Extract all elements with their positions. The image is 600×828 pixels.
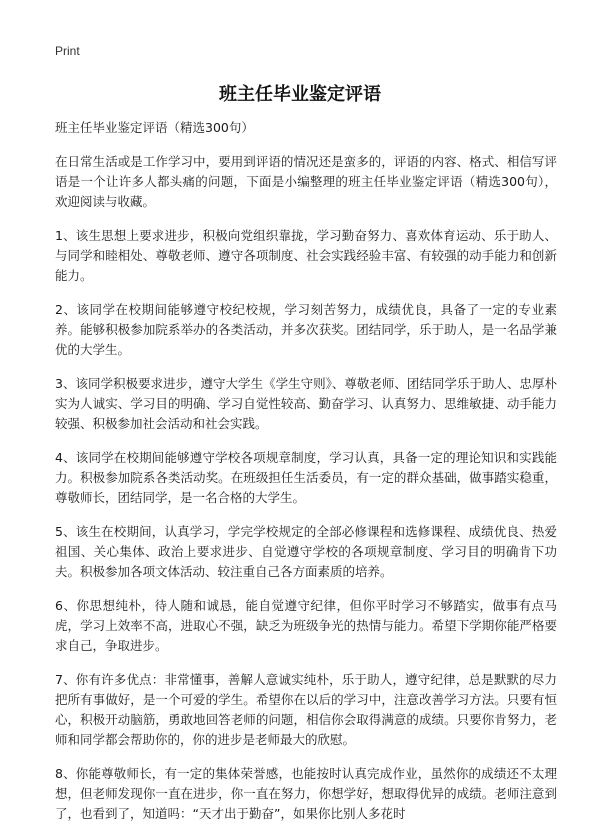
intro-paragraph: 在日常生活或是工作学习中，要用到评语的情况还是蛮多的，评语的内容、格式、相信写评语是一个让许多人都头痛的问题，下面是小编整理的班主任毕业鉴定评语（精选300句），欢迎阅读与收藏。 bbox=[55, 154, 557, 209]
comment-item-7: 7、你有许多优点：非常懂事，善解人意诚实纯朴，乐于助人，遵守纪律，总是默默的尽力把所有事做好，是一个可爱的学生。希望你在以后的学习中，注意改善学习方法。只要有恒心，积极开动脑筋，勇敢地回答老师的问题，相信你会取得满意的成绩。只要你肯努力，老师和同学都会帮助你的，你的进步是老师最大的欣慰。 bbox=[55, 672, 557, 747]
document-title: 班主任毕业鉴定评语 bbox=[219, 84, 381, 105]
document-body bbox=[55, 118, 557, 828]
comment-item-4: 4、该同学在校期间能够遵守学校各项规章制度，学习认真，具备一定的理论知识和实践能力。积极参加院系各类活动奖。在班级担任生活委员，有一定的群众基础，做事踏实稳重，尊敬师长，团结同学，是一名合格的大学生。 bbox=[55, 450, 557, 505]
comment-item-1: 1、该生思想上要求进步，积极向党组织靠拢，学习勤奋努力、喜欢体育运动、乐于助人、与同学和睦相处、尊敬老师、遵守各项制度、社会实践经验丰富、有较强的动手能力和创新能力。 bbox=[55, 228, 557, 283]
comment-item-2: 2、该同学在校期间能够遵守校纪校规，学习刻苦努力，成绩优良，具备了一定的专业素养。能够积极参加院系举办的各类活动，并多次获奖。团结同学，乐于助人，是一名品学兼优的大学生。 bbox=[55, 302, 557, 357]
document-subtitle: 班主任毕业鉴定评语（精选300句） bbox=[55, 120, 254, 135]
comment-item-3: 3、该同学积极要求进步，遵守大学生《学生守则》、尊敬老师、团结同学乐于助人、忠厚朴实为人诚实、学习目的明确、学习自觉性较高、勤奋学习、认真努力、思维敏捷、动手能力较强、积极参加社会活动和社会实践。 bbox=[55, 376, 557, 431]
comment-item-6: 6、你思想纯朴，待人随和诚恳，能自觉遵守纪律，但你平时学习不够踏实，做事有点马虎，学习上效率不高，进取心不强，缺乏为班级争光的热情与能力。希望下学期你能严格要求自己，争取进步。 bbox=[55, 598, 557, 653]
comment-item-5: 5、该生在校期间，认真学习，学完学校规定的全部必修课程和选修课程、成绩优良、热爱祖国、关心集体、政治上要求进步、自觉遵守学校的各项规章制度、学习目的明确肯下功夫。积极参加各项文体活动、较注重自己各方面素质的培养。 bbox=[55, 524, 557, 579]
print-link[interactable]: Print bbox=[55, 44, 80, 58]
comment-item-8: 8、你能尊敬师长，有一定的集体荣誉感，也能按时认真完成作业，虽然你的成绩还不太理想，但老师发现你一直在进步，你一直在努力，你想学好，想取得优异的成绩。老师注意到了，也看到了，知道吗：“天才出于勤奋”，如果你比别人多花时 bbox=[55, 766, 557, 821]
